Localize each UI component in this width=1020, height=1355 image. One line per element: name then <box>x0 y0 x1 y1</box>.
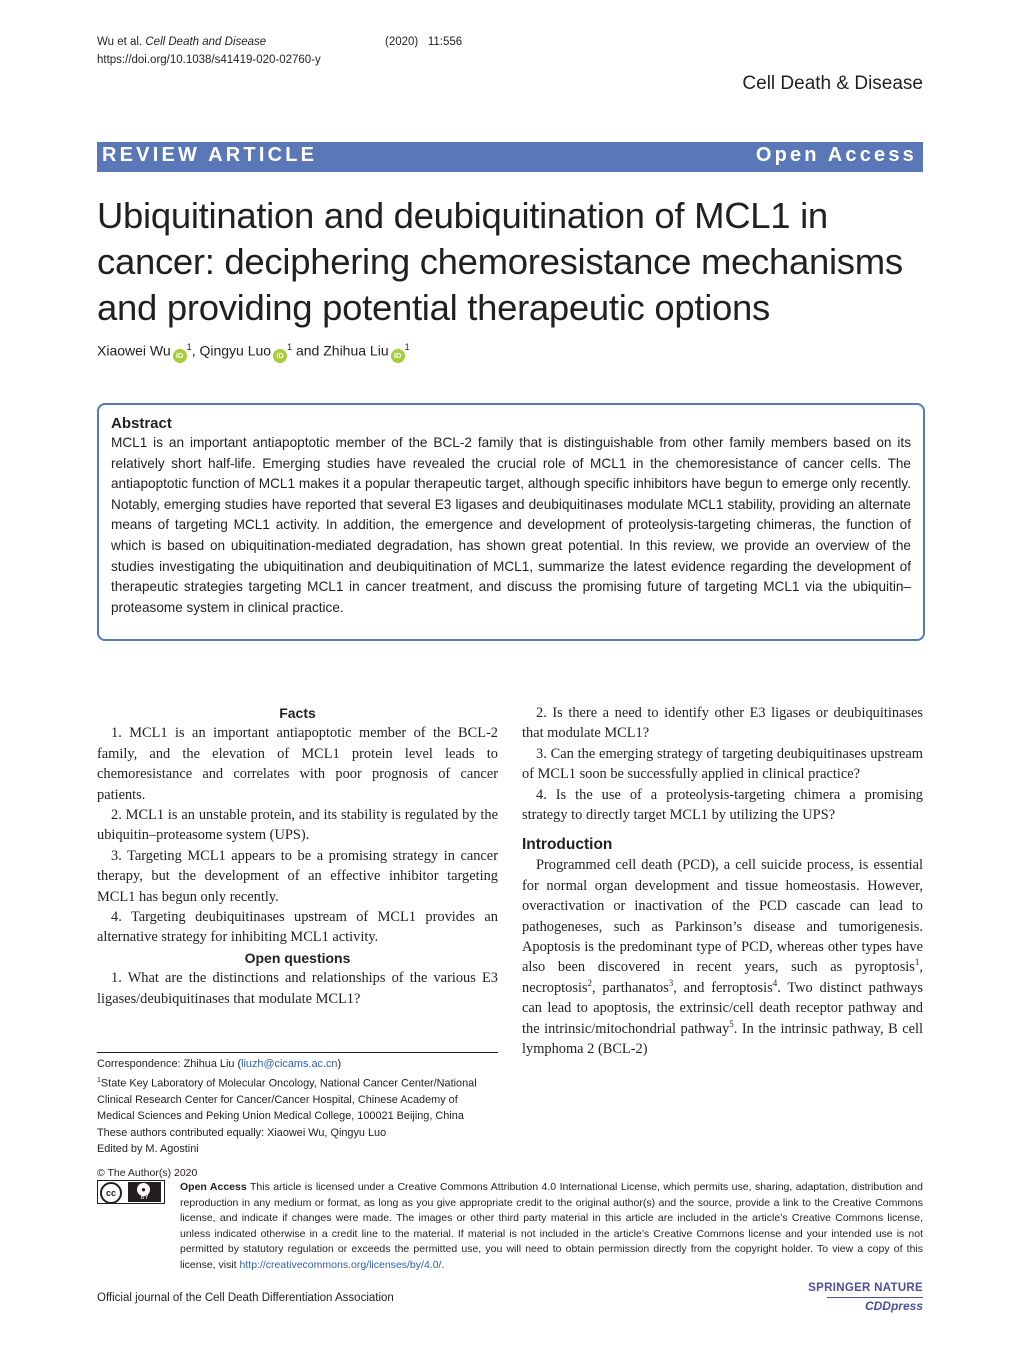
by-icon <box>128 1182 161 1202</box>
question-item: 3. Can the emerging strategy of targeting deubiquitinases upstream of MCL1 soon be successfully applied in clinical practice? <box>522 745 923 783</box>
cddpress-logo: CDDpress <box>864 1299 923 1313</box>
correspondence-line <box>97 1056 498 1073</box>
question-item: 1. What are the distinctions and relationships of the various E3 ligases/deubiquitinases that modulate MCL1? <box>97 970 498 1007</box>
open-access-bold: Open Access <box>180 1181 247 1193</box>
header-volume: 11:556 <box>427 36 463 48</box>
correspondence-notes <box>97 1056 498 1158</box>
logo-divider <box>827 1297 923 1298</box>
person-icon: ● <box>137 1183 150 1196</box>
orcid-icon[interactable]: iD <box>391 349 405 363</box>
journal-logo: Cell Death & Disease <box>742 73 923 94</box>
footnote-divider <box>97 1052 498 1053</box>
editor-line: Edited by M. Agostini <box>97 1143 199 1156</box>
license-url-link[interactable]: http://creativecommons.org/licenses/by/4.0/ <box>239 1258 442 1271</box>
introduction-paragraph <box>522 855 923 1059</box>
intro-text: . Two distinct pathways can lead to apoptosis, the extrinsic/cell death receptor pathway and the intrinsic/mitochondrial pathway <box>522 979 924 1037</box>
copyright-line: © The Author(s) 2020 <box>97 1167 198 1179</box>
cc-icon: cc <box>100 1182 122 1204</box>
intro-text: . In the intrinsic pathway, B cell lymphoma 2 (BCL-2) <box>522 1020 923 1058</box>
affiliation-number: 1 <box>97 1076 101 1084</box>
equal-contribution: These authors contributed equally: Xiaowei Wu, Qingyu Luo <box>97 1126 387 1139</box>
fact-item: 1. MCL1 is an important antiapoptotic member of the BCL-2 family, and the elevation of MCL1 protein level leads to chemoresistance and correlates with poor prognosis of cancer patients. <box>97 725 498 803</box>
running-header <box>97 33 321 69</box>
license-end: . <box>441 1258 445 1271</box>
fact-item: 4. Targeting deubiquitinases upstream of MCL1 provides an alternative strategy for inhibiting MCL1 activity. <box>97 909 498 946</box>
citation-ref[interactable]: 3 <box>668 978 674 989</box>
citation-ref[interactable]: 5 <box>729 1018 734 1029</box>
affiliation-text: State Key Laboratory of Molecular Oncology, National Cancer Center/National Clinical Research Center for Cancer/Cancer Hospital, Chinese Academy of Medical Sciences and Peking Union Medical College, 100021 Beijing, China <box>97 1077 477 1123</box>
right-column <box>522 703 923 1060</box>
abstract-heading: Abstract <box>111 415 172 432</box>
author-name[interactable]: Zhihua Liu <box>323 342 389 359</box>
question-item: 4. Is the use of a proteolysis-targeting chimera a promising strategy to directly target MCL1 by utilizing the UPS? <box>522 786 923 824</box>
correspondence-close: ) <box>337 1058 342 1070</box>
left-column <box>97 703 498 1009</box>
author-separator: and <box>292 342 324 359</box>
cc-by-badge-icon[interactable] <box>97 1180 165 1204</box>
header-citation <box>385 33 462 51</box>
author-name[interactable]: Qingyu Luo <box>199 342 272 359</box>
orcid-icon[interactable]: iD <box>173 349 187 363</box>
doi-link[interactable]: https://doi.org/10.1038/s41419-020-02760-y <box>97 54 321 66</box>
author-separator: , <box>191 342 200 359</box>
intro-text: Programmed cell death (PCD), a cell suicide process, is essential for normal organ development and tissue homeostasis. However, overactivation or inactivation of the PCD cascade can lead to pathogeneses, such as Parkinson’s disease and tumorigenesis. Apoptosis is the predominant type of PCD, whereas other types have also been discovered in recent years, such as pyroptosis <box>522 857 923 976</box>
article-type: REVIEW ARTICLE <box>102 144 318 166</box>
open-access-label: Open Access <box>755 144 917 166</box>
author-name[interactable]: Xiaowei Wu <box>97 342 171 359</box>
header-authors: Wu et al. <box>97 36 143 48</box>
author-list <box>97 342 410 363</box>
citation-ref[interactable]: 1 <box>914 957 920 968</box>
orcid-icon[interactable]: iD <box>273 349 287 363</box>
citation-ref[interactable]: 2 <box>587 978 593 989</box>
intro-text: , necroptosis <box>522 959 923 996</box>
by-label: BY <box>140 1195 149 1201</box>
article-title: Ubiquitination and deubiquitination of MCL1 in cancer: deciphering chemoresistance mechanisms and providing potential therapeutic options <box>97 195 903 328</box>
fact-item: 3. Targeting MCL1 appears to be a promising strategy in cancer therapy, but the development of an effective inhibitor targeting MCL1 has begun only recently. <box>97 847 498 905</box>
abstract-text: MCL1 is an important antiapoptotic member of the BCL-2 family that is distinguishable from other family members based on its relatively short half-life. Emerging studies have revealed the crucial role of MCL1 in the chemoresistance of cancer cells. The antiapoptotic function of MCL1 makes it a popular therapeutic target, although specific inhibitors have begun to emerge only recently. Notably, emerging studies have reported that several E3 ligases and deubiquitinases modulate MCL1 stability, providing an alternate means of targeting MCL1 activity. In addition, the emergence and development of proteolysis-targeting chimeras, the function of which is based on ubiquitination-mediated degradation, has shown great potential. In this review, we provide an overview of the studies investigating the ubiquitination and deubiquitination of MCL1, summarize the latest evidence regarding the development of therapeutic strategies targeting MCL1 in cancer treatment, and discuss the promising future of targeting MCL1 via the ubiquitin–proteasome system in clinical practice. <box>111 435 911 615</box>
facts-heading: Facts <box>279 705 316 721</box>
header-journal: Cell Death and Disease <box>145 36 267 48</box>
footer-official: Official journal of the Cell Death Differentiation Association <box>97 1292 394 1304</box>
intro-text: , and ferroptosis <box>673 979 773 996</box>
article-type-banner <box>97 142 923 172</box>
question-item: 2. Is there a need to identify other E3 ligases or deubiquitinases that modulate MCL1? <box>522 705 923 742</box>
author-affiliation: 1 <box>186 342 192 352</box>
abstract-box <box>97 403 925 641</box>
fact-item: 2. MCL1 is an unstable protein, and its stability is regulated by the ubiquitin–proteasome system (UPS). <box>97 807 498 844</box>
affiliation-line <box>97 1073 498 1125</box>
license-text <box>97 1180 923 1273</box>
author-affiliation: 1 <box>404 342 410 352</box>
header-year: (2020) <box>385 36 419 48</box>
license-body: This article is licensed under a Creative Commons Attribution 4.0 International License, which permits use, sharing, adaptation, distribution and reproduction in any medium or format, as long as you give appropriate credit to the original author(s) and the source, provide a link to the Creative Commons license, and indicate if changes were made. The images or other third party material in this article are included in the article’s Creative Commons license, unless indicated otherwise in a credit line to the material. If material is not included in the article’s Creative Commons license and your intended use is not permitted by statutory regulation or exceeds the permitted use, you will need to obtain permission directly from the copyright holder. To view a copy of this license, visit <box>180 1181 923 1271</box>
open-questions-heading: Open questions <box>244 949 351 966</box>
email-link[interactable]: liuzh@cicams.ac.cn <box>241 1058 338 1070</box>
author-affiliation: 1 <box>287 342 293 352</box>
citation-ref[interactable]: 4 <box>772 978 778 989</box>
springer-nature-logo: SPRINGER NATURE <box>808 1282 923 1294</box>
correspondence-label: Correspondence: Zhihua Liu ( <box>97 1058 242 1070</box>
introduction-heading: Introduction <box>522 836 613 854</box>
intro-text: , parthanatos <box>592 979 669 996</box>
